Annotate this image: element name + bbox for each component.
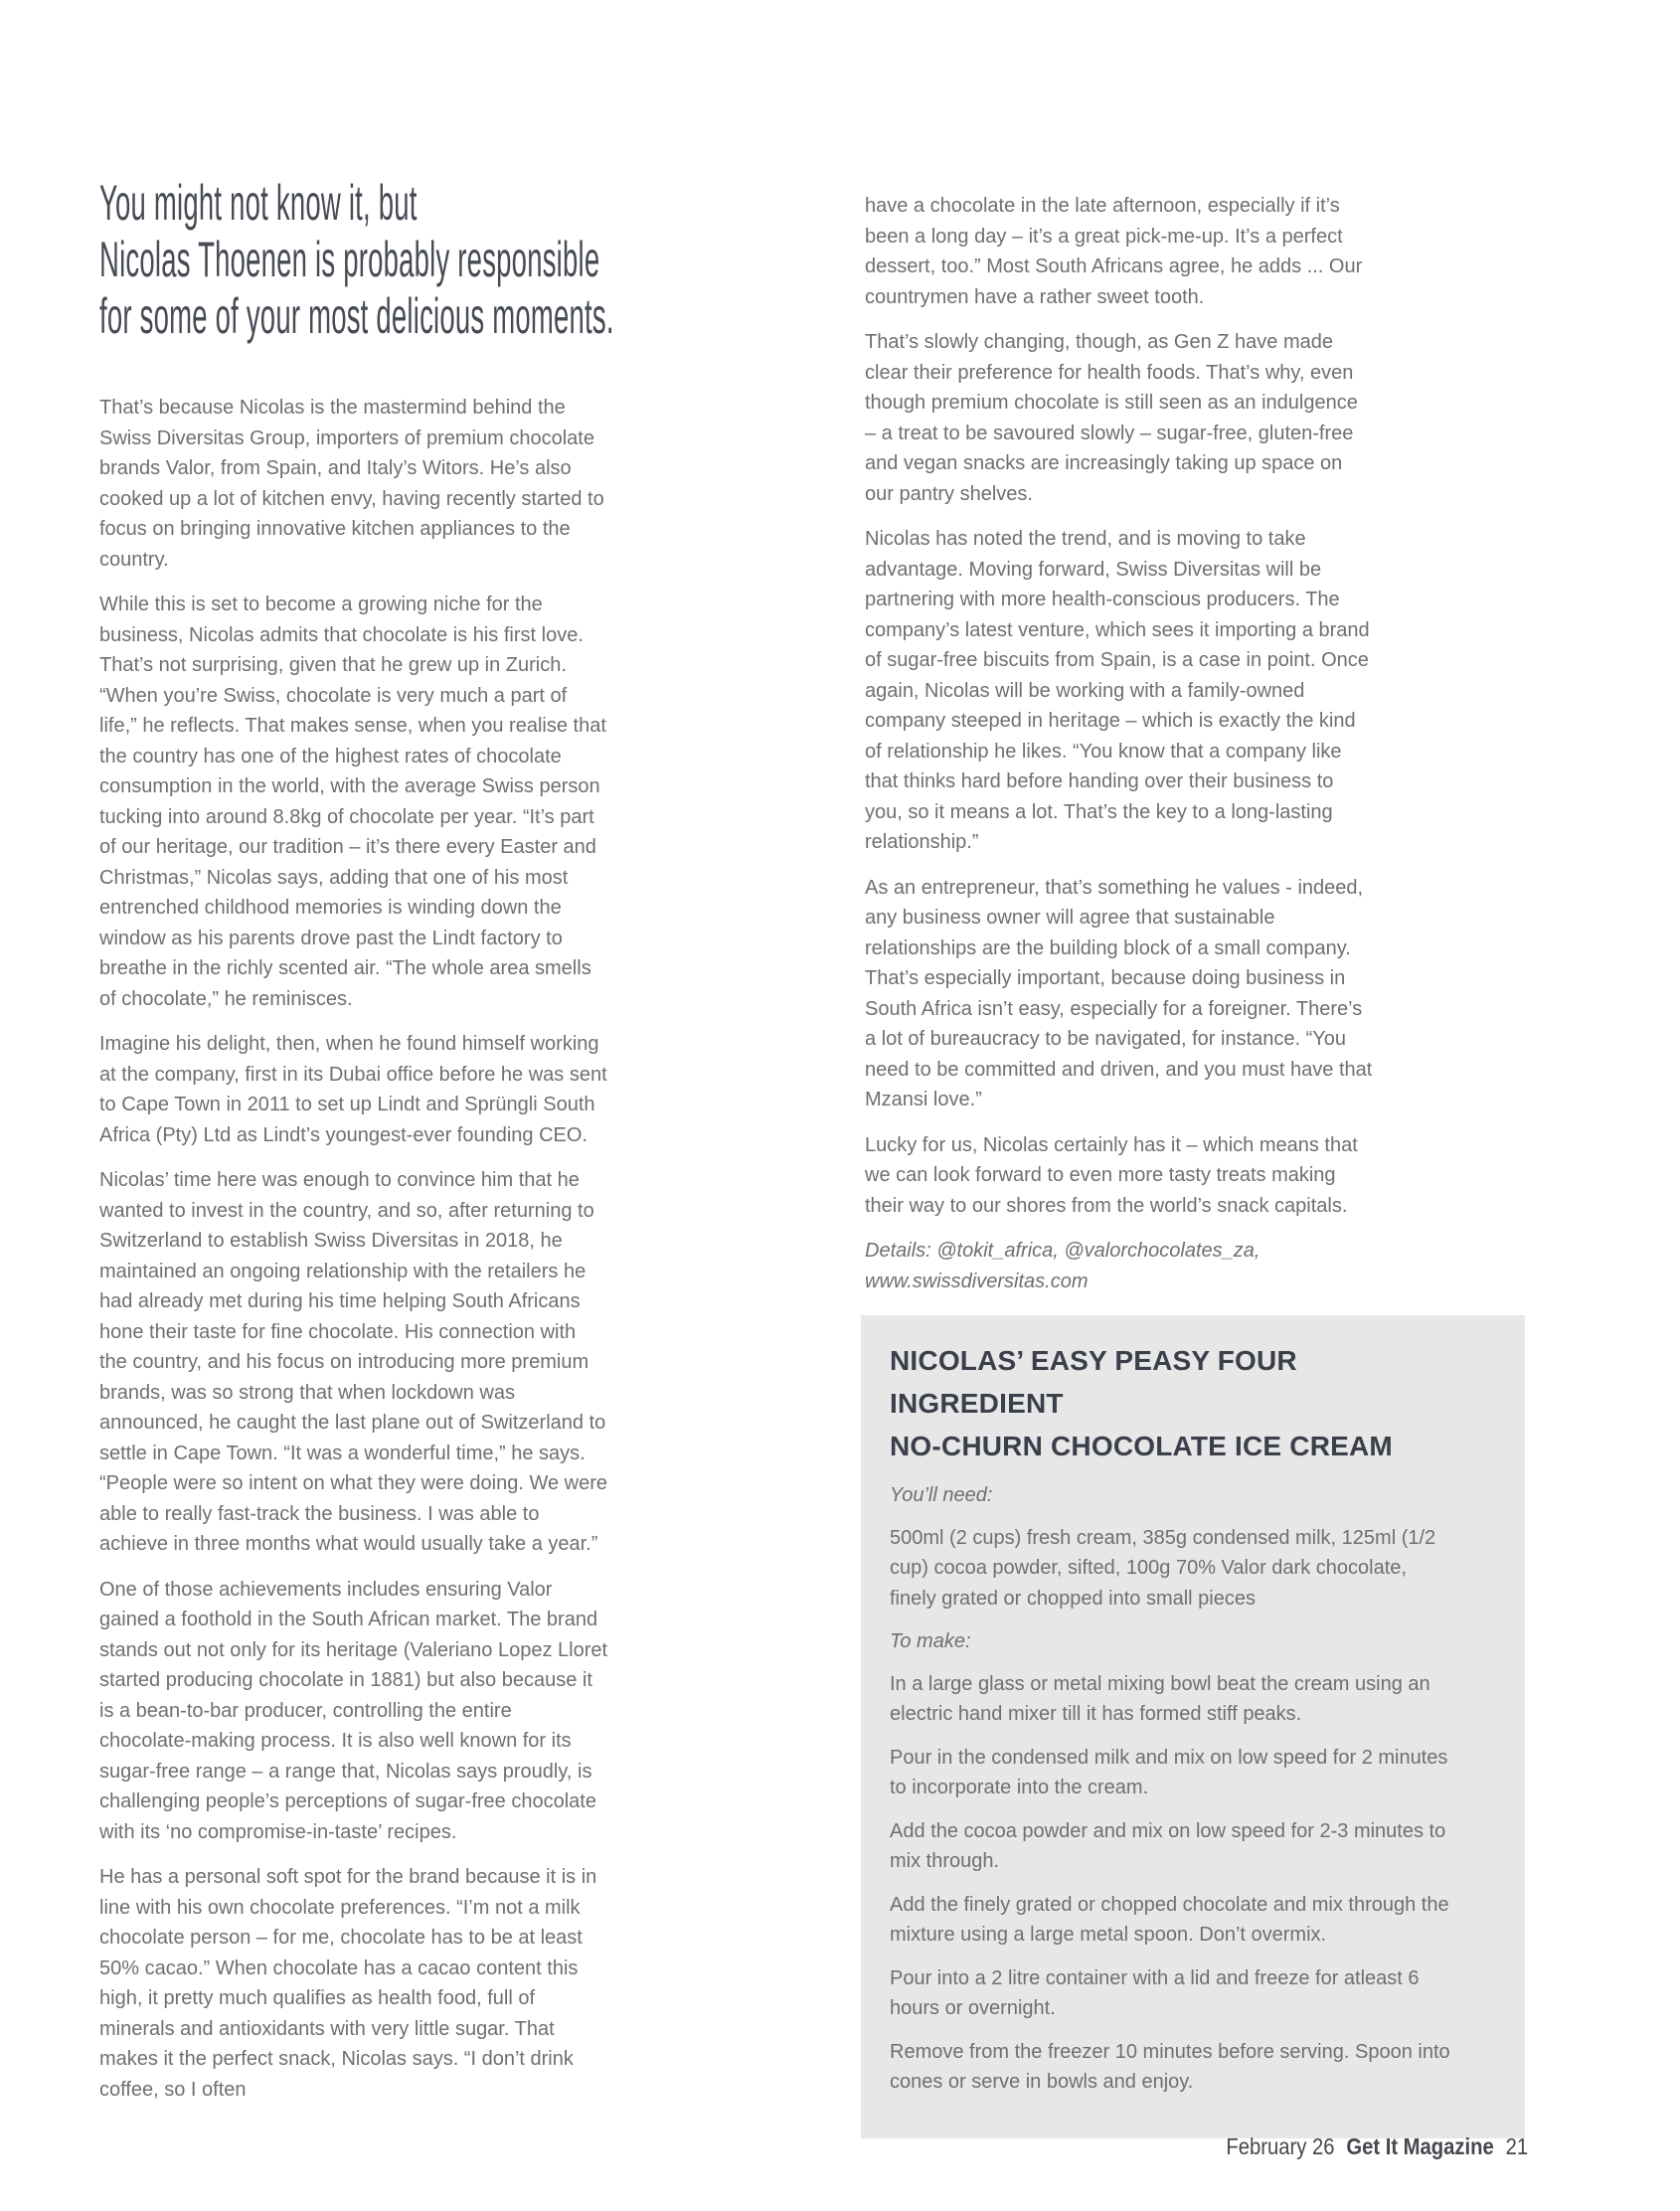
recipe-step: Remove from the freezer 10 minutes before serving. Spoon into cones or serve in bowls and enjoy.: [890, 2040, 1450, 2093]
article-paragraph: Lucky for us, Nicolas certainly has it – which means that we can look forward to even more tasty treats making their way to our shores from the world’s snack capitals.: [865, 1133, 1358, 1217]
recipe-need-label: You’ll need:: [890, 1484, 993, 1506]
recipe-title-line-2: NO-CHURN CHOCOLATE ICE CREAM: [890, 1431, 1393, 1461]
article-paragraph: That’s slowly changing, though, as Gen Z have made clear their preference for health foods. That’s why, even though premium chocolate is still seen as an indulgence – a treat to be savoured slowly – sugar-free, gluten-free and vegan snacks are increasingly taking up space on our pantry shelves.: [865, 331, 1358, 505]
contact-details-line: Details: @tokit_africa, @valorchocolates_za, www.swissdiversitas.com: [865, 1240, 1260, 1292]
recipe-step: Add the cocoa powder and mix on low speed for 2-3 minutes to mix through.: [890, 1819, 1446, 1872]
left-column: [99, 393, 608, 2120]
article-paragraph: While this is set to become a growing niche for the business, Nicolas admits that chocolate is his first love. That’s not surprising, given that he grew up in Zurich. “When you’re Swiss, chocolate is very much a part of life,” he reflects. That makes sense, when you realise that the country has one of the highest rates of chocolate consumption in the world, with the average Swiss person tucking into around 8.8kg of chocolate per year. “It’s part of our heritage, our tradition – it’s there every Easter and Christmas,” Nicolas says, adding that one of his most entrenched childhood memories is winding down the window as his parents drove past the Lindt factory to breathe in the richly scented air. “The whole area smells of chocolate,” he reminisces.: [99, 594, 606, 1010]
recipe-title-line-1: NICOLAS’ EASY PEASY FOUR INGREDIENT: [890, 1345, 1297, 1419]
recipe-step: Add the finely grated or chopped chocolate and mix through the mixture using a large metal spoon. Don’t overmix.: [890, 1893, 1449, 1946]
recipe-make-label: To make:: [890, 1630, 971, 1652]
recipe-step: In a large glass or metal mixing bowl beat the cream using an electric hand mixer till it has formed stiff peaks.: [890, 1672, 1430, 1725]
page-footer: [1226, 2133, 1528, 2160]
right-column: [865, 191, 1374, 1311]
headline-line-2: Nicolas Thoenen is probably responsible: [99, 232, 600, 287]
article-paragraph: Nicolas has noted the trend, and is moving to take advantage. Moving forward, Swiss Diversitas will be partnering with more health-conscious producers. The company’s latest venture, which sees it importing a brand of sugar-free biscuits from Spain, is a case in point. Once again, Nicolas will be working with a family-owned company steeped in heritage – which is exactly the kind of relationship he likes. “You know that a company like that thinks hard before handing over their business to you, so it means a lot. That’s the key to a long-lasting relationship.”: [865, 528, 1370, 853]
recipe-step: Pour in the condensed milk and mix on low speed for 2 minutes to incorporate into the cream.: [890, 1746, 1448, 1798]
recipe-step: Pour into a 2 litre container with a lid and freeze for atleast 6 hours or overnight.: [890, 1966, 1420, 2019]
headline-line-1: You might not know it, but: [99, 175, 418, 231]
article-paragraph: That’s because Nicolas is the mastermind behind the Swiss Diversitas Group, importers of premium chocolate brands Valor, from Spain, and Italy’s Witors. He’s also cooked up a lot of kitchen envy, having recently started to focus on bringing innovative kitchen appliances to the country.: [99, 397, 604, 571]
article-paragraph: have a chocolate in the late afternoon, especially if it’s been a long day – it’s a great pick-me-up. It’s a perfect dessert, too.” Most South Africans agree, he adds ... Our countrymen have a rather sweet tooth.: [865, 195, 1363, 308]
article-paragraph: Nicolas’ time here was enough to convince him that he wanted to invest in the country, and so, after returning to Switzerland to establish Swiss Diversitas in 2018, he maintained an ongoing relationship with the retailers he had already met during his time helping South Africans hone their taste for fine chocolate. His connection with the country, and his focus on introducing more premium brands, was so strong that when lockdown was announced, he caught the last plane out of Switzerland to settle in Cape Town. “It was a wonderful time,” he says. “People were so intent on what they were doing. We were able to really fast-track the business. I was able to achieve in three months what would usually take a year.”: [99, 1169, 608, 1555]
headline-line-3: for some of your most delicious moments.: [99, 288, 614, 344]
footer-magazine-name: Get It Magazine: [1346, 2133, 1494, 2159]
article-paragraph: One of those achievements includes ensuring Valor gained a foothold in the South African market. The brand stands out not only for its heritage (Valeriano Lopez Lloret started producing chocolate in 1881) but also because it is a bean-to-bar producer, controlling the entire chocolate-making process. It is also well known for its sugar-free range – a range that, Nicolas says proudly, is challenging people’s perceptions of sugar-free chocolate with its ‘no compromise-in-taste’ recipes.: [99, 1578, 608, 1843]
article-paragraph: As an entrepreneur, that’s something he values - indeed, any business owner will agree that sustainable relationships are the building block of a small company. That’s especially important, because doing business in South Africa isn’t easy, especially for a foreigner. There’s a lot of bureaucracy to be navigated, for instance. “You need to be committed and driven, and you must have that Mzansi love.”: [865, 876, 1373, 1110]
article-paragraph: Imagine his delight, then, when he found himself working at the company, first in its Dubai office before he was sent to Cape Town in 2011 to set up Lindt and Sprüngli South Africa (Pty) Ltd as Lindt’s youngest-ever founding CEO.: [99, 1033, 607, 1146]
footer-issue-date: February 26: [1226, 2133, 1335, 2159]
recipe-ingredients: 500ml (2 cups) fresh cream, 385g condensed milk, 125ml (1/2 cup) cocoa powder, sifted, 100g 70% Valor dark chocolate, finely grated or chopped into small pieces: [890, 1526, 1436, 1610]
article-paragraph: He has a personal soft spot for the brand because it is in line with his own chocolate preferences. “I’m not a milk chocolate person – for me, chocolate has to be at least 50% cacao.” When chocolate has a cacao content this high, it pretty much qualifies as health food, full of minerals and antioxidants with very little sugar. That makes it the perfect snack, Nicolas says. “I don’t drink coffee, so I often: [99, 1866, 597, 2101]
recipe-box: [861, 1315, 1525, 2138]
footer-page-number: 21: [1505, 2133, 1528, 2159]
article-headline: [99, 175, 624, 345]
